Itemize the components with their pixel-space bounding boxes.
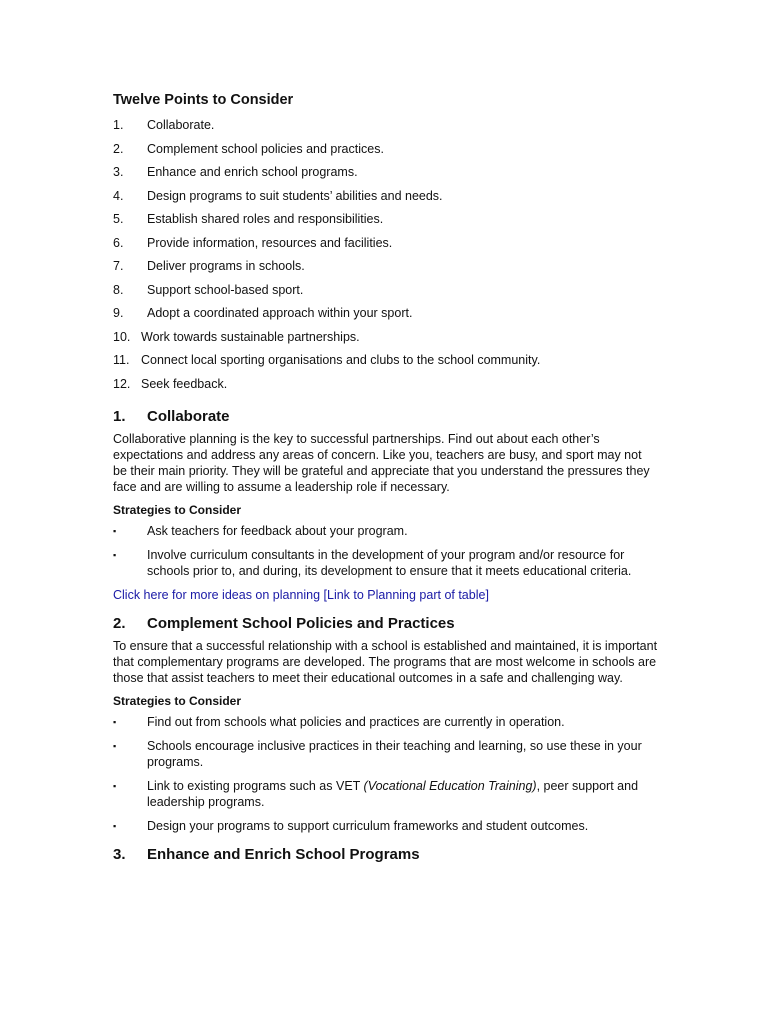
section-paragraph: Collaborative planning is the key to successful partnerships. Find out about each other’s expectations and address any areas of concern. Like you, teachers are busy, and sport may not be their main priority. They will be grateful and appreciate that you understand the pressures they face and are willing to assume a leadership role if necessary.: [113, 432, 650, 494]
list-item: 9. Adopt a coordinated approach within your sport.: [113, 306, 413, 320]
list-item: ▪ Find out from schools what policies and practices are currently in operation.: [113, 715, 565, 729]
list-item: ▪ Involve curriculum consultants in the development of your program and/or resource for schools prior to, and during, its development to ensure that it meets educational criteria.: [113, 548, 632, 578]
list-item: 11. Connect local sporting organisations and clubs to the school community.: [113, 353, 541, 367]
list-item: 4. Design programs to suit students’ abilities and needs.: [113, 188, 443, 203]
page-title: Twelve Points to Consider: [113, 92, 294, 108]
bullet-icon: ▪: [113, 550, 117, 560]
bullet-icon: ▪: [113, 717, 117, 727]
list-item: 1. Collaborate.: [113, 118, 215, 132]
list-item: ▪ Ask teachers for feedback about your program.: [113, 524, 408, 538]
list-item: 12. Seek feedback.: [113, 376, 228, 391]
strategies-label: Strategies to Consider: [113, 503, 242, 517]
section-heading-collaborate: 1. Collaborate: [113, 408, 230, 425]
list-item: 3. Enhance and enrich school programs.: [113, 165, 358, 179]
points-list: [113, 114, 658, 396]
strategies-list: [113, 714, 658, 834]
list-item: 10. Work towards sustainable partnerships.: [113, 329, 360, 344]
list-item: 2. Complement school policies and practices.: [113, 141, 384, 156]
section-heading-enhance: 3. Enhance and Enrich School Programs: [113, 846, 420, 863]
list-item: 6. Provide information, resources and facilities.: [113, 235, 393, 250]
list-item: ▪ Link to existing programs such as VET (Vocational Education Training), peer support and leadership programs.: [113, 779, 639, 809]
planning-link[interactable]: Click here for more ideas on planning [Link to Planning part of table]: [113, 588, 489, 602]
bullet-icon: ▪: [113, 781, 117, 791]
list-item: ▪ Design your programs to support curriculum frameworks and student outcomes.: [113, 819, 589, 833]
section-paragraph: To ensure that a successful relationship with a school is established and maintained, it is important that complementary programs are developed. The programs that are most welcome in schools are those that assist teachers to meet their educational outcomes in a safe and challenging way.: [113, 639, 658, 685]
list-item: ▪ Schools encourage inclusive practices in their teaching and learning, so use these in your programs.: [113, 739, 642, 769]
strategies-label: Strategies to Consider: [113, 694, 242, 708]
bullet-icon: ▪: [113, 741, 117, 751]
bullet-icon: ▪: [113, 821, 117, 831]
list-item: 8. Support school-based sport.: [113, 282, 304, 297]
section-heading-complement: 2. Complement School Policies and Practices: [113, 615, 455, 632]
strategies-list: [113, 523, 658, 579]
bullet-icon: ▪: [113, 526, 117, 536]
list-item: 7. Deliver programs in schools.: [113, 259, 305, 273]
list-item: 5. Establish shared roles and responsibilities.: [113, 212, 384, 226]
